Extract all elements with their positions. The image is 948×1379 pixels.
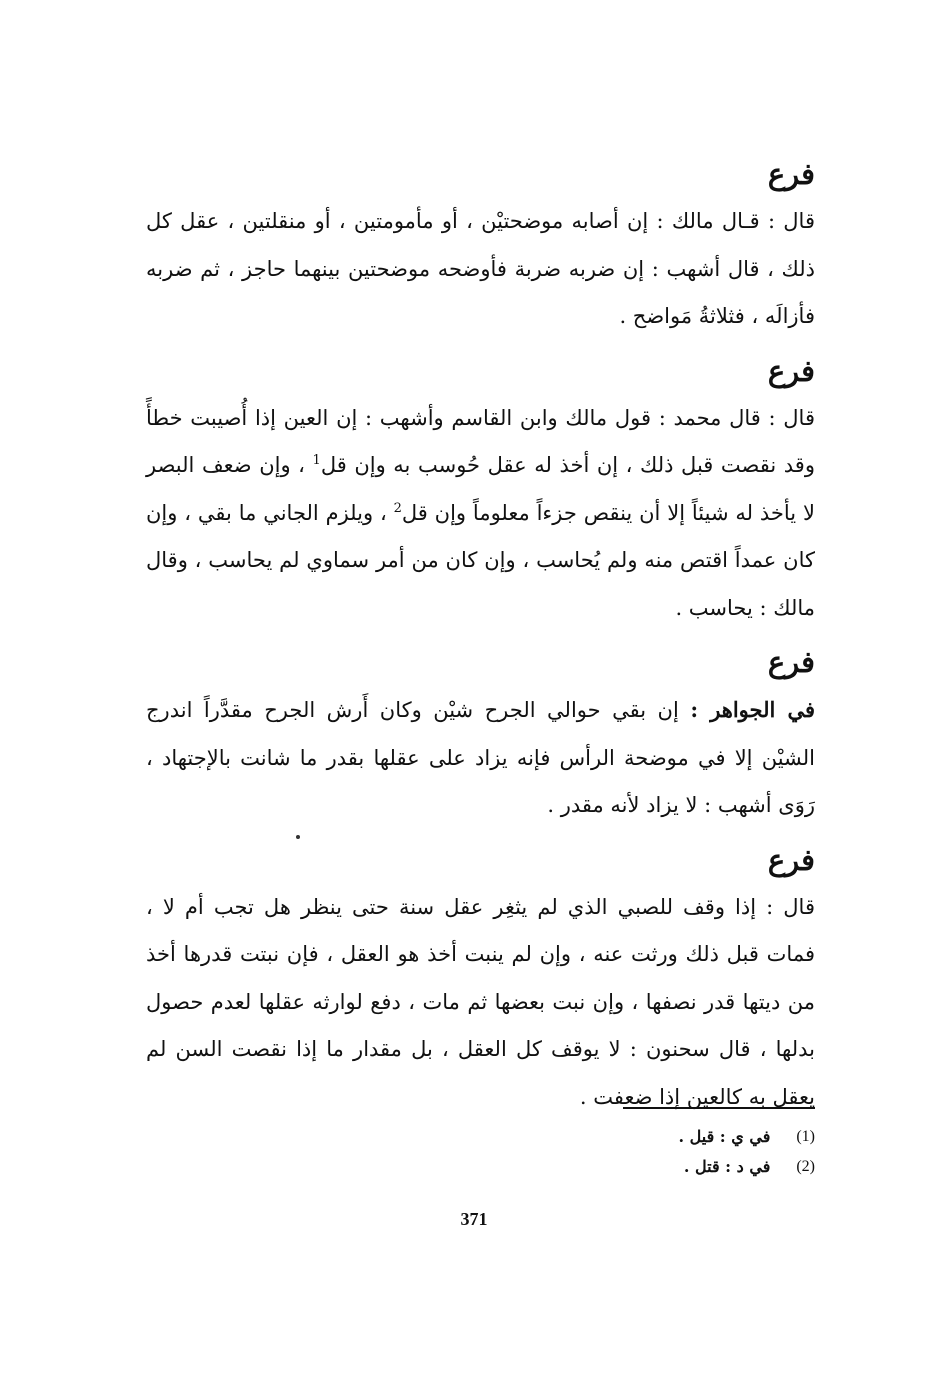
section-4 — [146, 836, 815, 1122]
footnote-ref-2[interactable]: 2 — [393, 500, 402, 516]
section-paragraph — [146, 395, 815, 633]
footnote-text: في د : قتل . — [683, 1157, 771, 1176]
section-3 — [146, 638, 815, 830]
footnote-number: (2) — [796, 1158, 815, 1175]
section-heading: فرع — [767, 842, 815, 877]
footnote-ref-1[interactable]: 1 — [312, 453, 321, 468]
section-heading: فرع — [767, 353, 815, 388]
footnote-1 — [678, 1122, 815, 1152]
paragraph-text: ، ويلزم الجاني ما بقي ، وإن كان عمداً اقتص منه ولم يُحاسب ، وإن كان من أمر سماوي لم يحاسب ، وقال مالك : يحاسب . — [146, 500, 815, 620]
footnote-text: في ي : قيل . — [678, 1127, 771, 1146]
footnote-2 — [678, 1152, 815, 1182]
paragraph-text: ، وإن ضعف البصر لا يأخذ له شيئاً إلا أن ينقص جزءاً معلوماً وإن قل — [146, 453, 815, 525]
footnote-number: (1) — [796, 1128, 815, 1145]
section-paragraph — [146, 686, 815, 830]
footnote-divider — [623, 1107, 815, 1109]
scan-speck — [296, 835, 300, 839]
section-heading: فرع — [767, 157, 815, 191]
section-2 — [146, 347, 815, 633]
section-paragraph: قال : قـال مالك : إن أصابه موضحتيْن ، أو مأمومتين ، أو منقلتين ، عقل كل ذلك ، قال أشهب : إن ضربه ضربة فأوضحه موضحتين بينهما حاجز ، ثم ضربه فأزالَه ، فثلاثةُ مَواضح . — [146, 209, 815, 328]
section-paragraph: قال : إذا وقف للصبي الذي لم يثغِر عقل سنة حتى ينظر هل تجب أم لا ، فمات قبل ذلك ورثت عنه ، وإن لم ينبت أخذ هو العقل ، فإن نبتت قدرها أخذ من ديتها قدر نصفها ، وإن نبت بعضها ثم مات ، دفع لوارثه عقلها لعدم حصول بدلها ، قال سحنون : لا يوقف كل العقل ، بل مقدار ما إذا نقصت السن لم يعقل به كالعين إذا ضعفت . — [146, 894, 815, 1109]
page-number: 371 — [460, 1209, 488, 1229]
paragraph-text: قال : قال محمد : قول مالك وابن القاسم وأشهب : إن العين إذا أُصيبت خطأً وقد نقصت قبل ذلك ، إن أخذ له عقل حُوسب به وإن قل — [146, 405, 815, 477]
section-1 — [146, 150, 815, 341]
section-heading: فرع — [767, 645, 815, 679]
page-body — [146, 150, 815, 1127]
paragraph-text: إن بقي حوالي الجرح شيْن وكان أَرش الجرح مقدَّراً اندرج الشيْن إلا في موضحة الرأس فإنه يزاد على عقلها بقدر ما شانت بالإجتهاد ، رَوَى أشهب : لا يزاد لأنه مقدر . — [146, 698, 815, 817]
footnotes — [678, 1122, 815, 1182]
source-label: في الجواهر : — [690, 697, 815, 722]
